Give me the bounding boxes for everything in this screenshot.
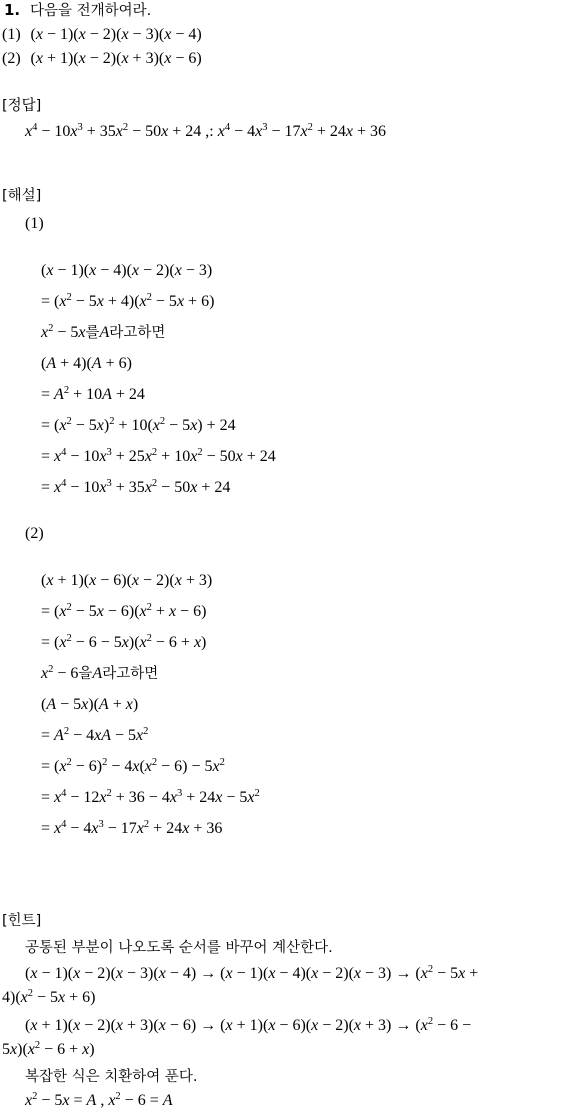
hint-line: $4)(x^2 - 5x + 6)$ — [2, 988, 96, 1006]
hint-line: $(x + 1)(x - 2)(x + 3)(x - 6) \to (x + 1)(x - 6)(x - 2)(x + 3) \to (x^2 - 6$ − — [25, 1016, 472, 1034]
solution-step: = $A^2 + 10A + 24$ — [41, 385, 145, 403]
problem-item-2 — [2, 48, 202, 69]
hint-line: 공통된 부분이 나오도록 순서를 바꾸어 계산한다. — [25, 940, 333, 956]
problem-number: 1. — [4, 1, 21, 19]
solution-step: (A − 5x)(A + x) — [41, 696, 139, 713]
solution-step: = $(x^2 - 5x)^2 + 10(x^2 - 5x) + 24$ — [41, 416, 236, 434]
solution-step: = $(x^2 - 5x - 6)(x^2 + x - 6)$ — [41, 602, 207, 620]
solution-step: = $x^4 - 10x^3 + 35x^2 - 50x + 24$ — [41, 478, 231, 496]
part1-label: (1) — [25, 215, 44, 232]
answer-text: $x^4 - 10x^3 + 35x^2 - 50x + 24$ ,: $x^4 - 4x^3 - 17x^2 + 24x + 36$ — [25, 122, 387, 140]
part2-label: (2) — [25, 525, 44, 542]
answer-heading: [정답] — [2, 98, 42, 114]
problem-instruction: 다음을 전개하여라. — [30, 3, 152, 19]
hint-line: $(x - 1)(x - 2)(x - 3)(x - 4) \to (x - 1)(x - 4)(x - 2)(x - 3) \to (x^2 - 5x$ + — [25, 964, 479, 982]
solution-step: = $x^4 - 10x^3 + 25x^2 + 10x^2 - 50x + 24$ — [41, 447, 276, 465]
solution-step: = $(x^2 - 5x + 4)(x^2 - 5x + 6)$ — [41, 292, 215, 310]
solution-step: = $x^4 - 12x^2 + 36 - 4x^3 + 24x - 5x^2$ — [41, 788, 260, 806]
problem-header — [4, 0, 151, 21]
solution-heading: [해설] — [2, 188, 42, 204]
solution-step: = $x^4 - 4x^3 - 17x^2 + 24x + 36$ — [41, 819, 223, 837]
solution-step: = $(x^2 - 6 - 5x)(x^2 - 6 + x)$ — [41, 633, 207, 651]
solution-step: (x + 1)(x − 6)(x − 2)(x + 3) — [41, 572, 213, 589]
problem-item-expr: (x − 1)(x − 2)(x − 3)(x − 4) — [30, 26, 202, 43]
hint-heading: [힌트] — [2, 913, 42, 929]
problem-item-label: (2) — [2, 50, 21, 67]
problem-item-expr: (x + 1)(x − 2)(x + 3)(x − 6) — [30, 50, 202, 67]
solution-step: (x − 1)(x − 4)(x − 2)(x − 3) — [41, 262, 213, 279]
hint-line: $5x)(x^2 - 6 + x)$ — [2, 1040, 95, 1058]
solution-step: (A + 4)(A + 6) — [41, 355, 132, 372]
solution-step: $x^2 - 6$을A라고하면 — [41, 664, 159, 682]
hint-line: $x^2 - 5x = A$ , $x^2 - 6 = A$ — [25, 1091, 173, 1109]
solution-step: = $A^2 - 4xA - 5x^2$ — [41, 726, 149, 744]
problem-item-label: (1) — [2, 26, 21, 43]
hint-line: 복잡한 식은 치환하여 푼다. — [25, 1069, 198, 1085]
problem-item-1 — [2, 24, 202, 45]
solution-step: = $(x^2 - 6)^2 - 4x(x^2 - 6) - 5x^2$ — [41, 757, 225, 775]
solution-step: $x^2 - 5x$를A라고하면 — [41, 323, 166, 341]
